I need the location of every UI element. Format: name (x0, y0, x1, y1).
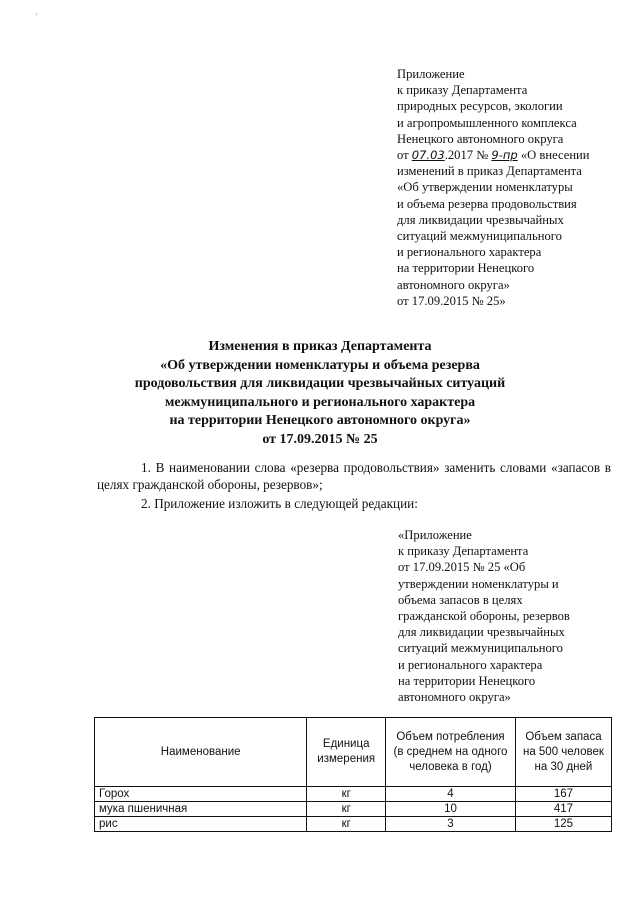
header-line: ситуаций межмуниципального (397, 229, 562, 244)
appendix-line: на территории Ненецкого (398, 673, 536, 688)
body-paragraph-1: 1. В наименовании слова «резерва продовольствия» заменить словами «запасов в целях гражданской обороны, резервов»; (97, 460, 611, 492)
date-year: .2017 (444, 148, 474, 163)
appendix-line: для ликвидации чрезвычайных (398, 625, 565, 640)
header-unit: Единица измерения (307, 718, 386, 787)
appendix-line: объема запасов в целях (398, 592, 523, 607)
appendix-line: ситуаций межмуниципального (398, 641, 563, 656)
cell-name: мука пшеничная (95, 802, 307, 817)
header-appendix-block (397, 66, 627, 309)
date-suffix: «О внесении (517, 148, 590, 163)
nested-appendix-block (398, 527, 618, 705)
table-row (95, 787, 612, 802)
handwritten-number: 9-пр (491, 148, 518, 163)
document-title (120, 338, 520, 449)
header-line: изменений в приказ Департамента (397, 164, 582, 179)
cell-consumption: 3 (386, 817, 516, 832)
title-line: «Об утверждении номенклатуры и объема резерва (160, 357, 480, 373)
header-name: Наименование (95, 718, 307, 787)
header-line: и объема резерва продовольствия (397, 196, 577, 211)
appendix-line: к приказу Департамента (398, 544, 529, 559)
header-line: на территории Ненецкого (397, 261, 535, 276)
date-prefix: от (397, 148, 412, 163)
header-stock: Объем запаса на 500 человек на 30 дней (515, 718, 611, 787)
corner-mark: ' (36, 12, 38, 21)
header-line: и регионального характера (397, 245, 542, 260)
handwritten-date: 07.03 (411, 148, 445, 163)
header-line: автономного округа» (397, 277, 510, 292)
title-line: продовольствия для ликвидации чрезвычайных ситуаций (134, 376, 506, 391)
header-line: для ликвидации чрезвычайных (397, 212, 564, 227)
cell-name: Горох (95, 787, 307, 802)
header-line: Приложение (397, 67, 465, 81)
header-date-line (397, 147, 627, 163)
cell-consumption: 10 (386, 802, 516, 817)
title-line: межмуниципального и регионального характера (164, 394, 476, 410)
header-consumption: Объем потребления (в среднем на одного человека в год) (386, 718, 516, 787)
cell-unit: кг (307, 802, 386, 817)
appendix-line: гражданской обороны, резервов (398, 609, 570, 624)
cell-name: рис (95, 817, 307, 832)
appendix-line: «Приложение (398, 528, 472, 542)
header-line: Ненецкого автономного округа (397, 131, 564, 146)
appendix-line: и регионального характера (398, 657, 543, 672)
cell-consumption: 4 (386, 787, 516, 802)
header-line: природных ресурсов, экологии (397, 99, 563, 114)
header-line: к приказу Департамента (397, 83, 528, 98)
table-header-row (95, 718, 612, 787)
title-line: на территории Ненецкого автономного округа» (169, 413, 471, 428)
items-table (94, 717, 612, 832)
title-line: Изменения в приказ Департамента (208, 339, 432, 354)
cell-unit: кг (307, 787, 386, 802)
title-line: от 17.09.2015 № 25 (262, 431, 378, 447)
appendix-line: от 17.09.2015 № 25 «Об (398, 560, 526, 575)
number-sign: № (473, 148, 492, 163)
cell-stock: 417 (515, 802, 611, 817)
cell-stock: 167 (515, 787, 611, 802)
appendix-line: утверждении номенклатуры и (398, 576, 559, 591)
table-row (95, 802, 612, 817)
appendix-line: автономного округа» (398, 690, 511, 705)
cell-stock: 125 (515, 817, 611, 832)
header-line: от 17.09.2015 № 25» (397, 293, 506, 308)
body-paragraph-2: 2. Приложение изложить в следующей редакции: (141, 496, 418, 511)
table-row (95, 817, 612, 832)
header-line: и агропромышленного комплекса (397, 115, 577, 130)
cell-unit: кг (307, 817, 386, 832)
header-line: «Об утверждении номенклатуры (397, 180, 573, 195)
